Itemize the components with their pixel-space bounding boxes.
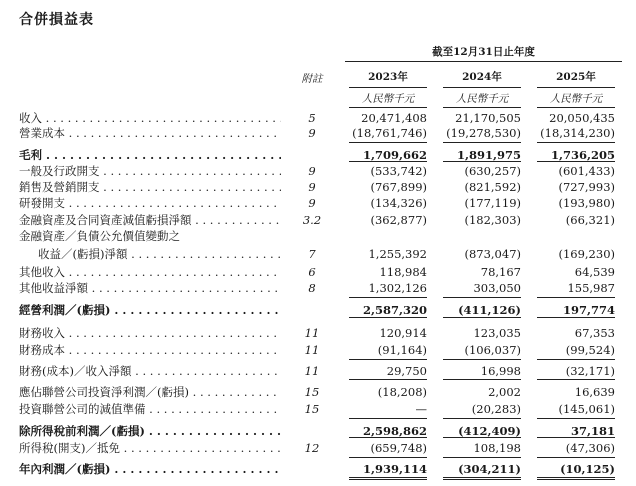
subtotal-rule	[537, 297, 615, 298]
subtotal-rule	[349, 161, 427, 162]
row-value-3: (727,993)	[558, 180, 615, 194]
row-label: 金融資產及合同資產減值虧損淨額 . . .	[19, 213, 281, 227]
row-value-1: (767,899)	[370, 180, 427, 194]
row-value-3: 1,736,205	[550, 148, 615, 162]
row-value-1: 2,598,862	[362, 424, 427, 438]
row-value-3: (601,433)	[558, 164, 615, 178]
row-note: 11	[304, 326, 320, 340]
year-rule	[349, 87, 427, 88]
row-value-2: (821,592)	[464, 180, 521, 194]
row-note: 8	[308, 281, 316, 295]
unit-label: 人民幣千元	[549, 93, 603, 105]
year-header-2024: 2024年	[462, 71, 502, 83]
row-value-3: 155,987	[567, 281, 615, 295]
row-value-2: 1,891,975	[456, 148, 521, 162]
row-note: 5	[308, 111, 316, 125]
year-header-2023: 2023年	[368, 71, 408, 83]
row-value-1: (91,164)	[377, 343, 427, 357]
subtotal-rule	[349, 437, 427, 438]
row-value-1: —	[415, 402, 427, 416]
row-value-2: 108,198	[473, 441, 521, 455]
subtotal-rule	[443, 457, 521, 458]
row-label: 財務成本 . . .	[19, 343, 281, 357]
row-label: 所得稅(開支)／抵免 . . .	[19, 441, 281, 455]
row-value-3: (169,230)	[558, 247, 615, 261]
row-value-1: 118,984	[379, 265, 427, 279]
row-label: 投資聯營公司的減值準備 . . .	[19, 402, 281, 416]
row-label: 除所得稅前利潤／(虧損) . . .	[19, 424, 281, 438]
row-value-1: 120,914	[379, 326, 427, 340]
subtotal-rule	[443, 317, 521, 318]
row-note: 3.2	[302, 213, 322, 227]
row-value-2: 303,050	[473, 281, 521, 295]
row-note: 9	[308, 164, 316, 178]
total-double-rule	[443, 477, 521, 480]
subtotal-rule	[537, 161, 615, 162]
row-label: 收益／(虧損)淨額 . . .	[38, 247, 281, 261]
row-value-3: 197,774	[562, 303, 615, 317]
row-label: 毛利 . . .	[19, 148, 281, 162]
notes-column-header: 附註	[301, 73, 323, 85]
subtotal-rule	[349, 297, 427, 298]
subtotal-rule	[443, 379, 521, 380]
row-label: 研發開支 . . .	[19, 196, 281, 210]
row-value-2: 2,002	[488, 385, 521, 399]
unit-rule	[537, 107, 615, 108]
statement-title: 合併損益表	[19, 12, 94, 28]
subtotal-rule	[349, 142, 427, 143]
subtotal-rule	[443, 142, 521, 143]
row-value-1: (533,742)	[370, 164, 427, 178]
subtotal-rule	[443, 297, 521, 298]
row-value-2: (182,303)	[464, 213, 521, 227]
row-note: 15	[304, 402, 320, 416]
row-value-1: (18,761,746)	[352, 126, 427, 140]
row-note: 6	[308, 265, 316, 279]
row-note: 12	[304, 441, 320, 455]
row-value-3: (193,980)	[558, 196, 615, 210]
row-value-2: 78,167	[480, 265, 521, 279]
total-double-rule	[537, 477, 615, 480]
unit-rule	[443, 107, 521, 108]
row-value-1: 1,709,662	[362, 148, 427, 162]
row-value-1: 1,939,114	[362, 462, 427, 476]
row-value-3: (10,125)	[560, 462, 615, 476]
row-value-3: 64,539	[574, 265, 615, 279]
row-note: 15	[304, 385, 320, 399]
row-value-1: 1,302,126	[368, 281, 427, 295]
row-value-3: (18,314,230)	[540, 126, 615, 140]
row-value-2: (19,278,530)	[446, 126, 521, 140]
row-label: 營業成本 . . .	[19, 126, 281, 140]
row-value-1: 1,255,392	[368, 247, 427, 261]
row-label: 金融資產／負債公允價值變動之	[19, 229, 180, 243]
subtotal-rule	[349, 418, 427, 419]
row-value-2: 123,035	[473, 326, 521, 340]
row-value-1: (659,748)	[370, 441, 427, 455]
row-value-2: (630,257)	[464, 164, 521, 178]
row-note: 9	[308, 126, 316, 140]
row-value-2: (873,047)	[464, 247, 521, 261]
unit-label: 人民幣千元	[361, 93, 415, 105]
row-value-2: (304,211)	[458, 462, 521, 476]
subtotal-rule	[537, 359, 615, 360]
row-label: 年內利潤／(虧損) . . .	[19, 462, 281, 476]
subtotal-rule	[537, 379, 615, 380]
row-label: 一般及行政開支 . . .	[19, 164, 281, 178]
row-value-3: 37,181	[570, 424, 615, 438]
subtotal-rule	[537, 457, 615, 458]
total-double-rule	[349, 477, 427, 480]
year-rule	[537, 87, 615, 88]
row-value-3: 20,050,435	[549, 111, 615, 125]
row-value-1: 20,471,408	[361, 111, 427, 125]
row-value-3: 16,639	[574, 385, 615, 399]
row-value-3: (66,321)	[565, 213, 615, 227]
row-value-2: (411,126)	[458, 303, 521, 317]
row-note: 11	[304, 364, 320, 378]
subtotal-rule	[537, 142, 615, 143]
year-header-2025: 2025年	[556, 71, 596, 83]
row-value-3: (47,306)	[565, 441, 615, 455]
row-value-1: 29,750	[386, 364, 427, 378]
row-note: 9	[308, 180, 316, 194]
row-value-2: (106,037)	[464, 343, 521, 357]
row-note: 9	[308, 196, 316, 210]
row-label: 財務收入 . . .	[19, 326, 281, 340]
row-value-2: (20,283)	[471, 402, 521, 416]
row-label: 收入 . . .	[19, 111, 281, 125]
row-label: 財務(成本)／收入淨額 . . .	[19, 364, 281, 378]
row-value-2: 16,998	[480, 364, 521, 378]
subtotal-rule	[443, 359, 521, 360]
row-value-1: (134,326)	[370, 196, 427, 210]
subtotal-rule	[537, 317, 615, 318]
subtotal-rule	[349, 359, 427, 360]
subtotal-rule	[349, 317, 427, 318]
year-rule	[443, 87, 521, 88]
row-value-3: (145,061)	[558, 402, 615, 416]
period-header: 截至12月31日止年度	[432, 46, 535, 58]
row-value-3: 67,353	[574, 326, 615, 340]
row-label: 銷售及營銷開支 . . .	[19, 180, 281, 194]
subtotal-rule	[443, 418, 521, 419]
row-value-1: 2,587,320	[362, 303, 427, 317]
subtotal-rule	[443, 161, 521, 162]
subtotal-rule	[537, 418, 615, 419]
row-label: 其他收益淨額 . . .	[19, 281, 281, 295]
row-value-1: (18,208)	[377, 385, 427, 399]
row-label: 經營利潤／(虧損) . . .	[19, 303, 281, 317]
subtotal-rule	[443, 437, 521, 438]
row-value-3: (32,171)	[565, 364, 615, 378]
unit-rule	[349, 107, 427, 108]
subtotal-rule	[349, 457, 427, 458]
row-label: 其他收入 . . .	[19, 265, 281, 279]
row-value-2: 21,170,505	[455, 111, 521, 125]
subtotal-rule	[349, 379, 427, 380]
row-value-2: (412,409)	[458, 424, 521, 438]
row-value-2: (177,119)	[464, 196, 521, 210]
row-note: 7	[308, 247, 316, 261]
unit-label: 人民幣千元	[455, 93, 509, 105]
period-rule	[345, 61, 622, 62]
row-value-3: (99,524)	[565, 343, 615, 357]
row-label: 應佔聯營公司投資淨利潤／(虧損) . . .	[19, 385, 281, 399]
subtotal-rule	[537, 437, 615, 438]
row-note: 11	[304, 343, 320, 357]
row-value-1: (362,877)	[370, 213, 427, 227]
